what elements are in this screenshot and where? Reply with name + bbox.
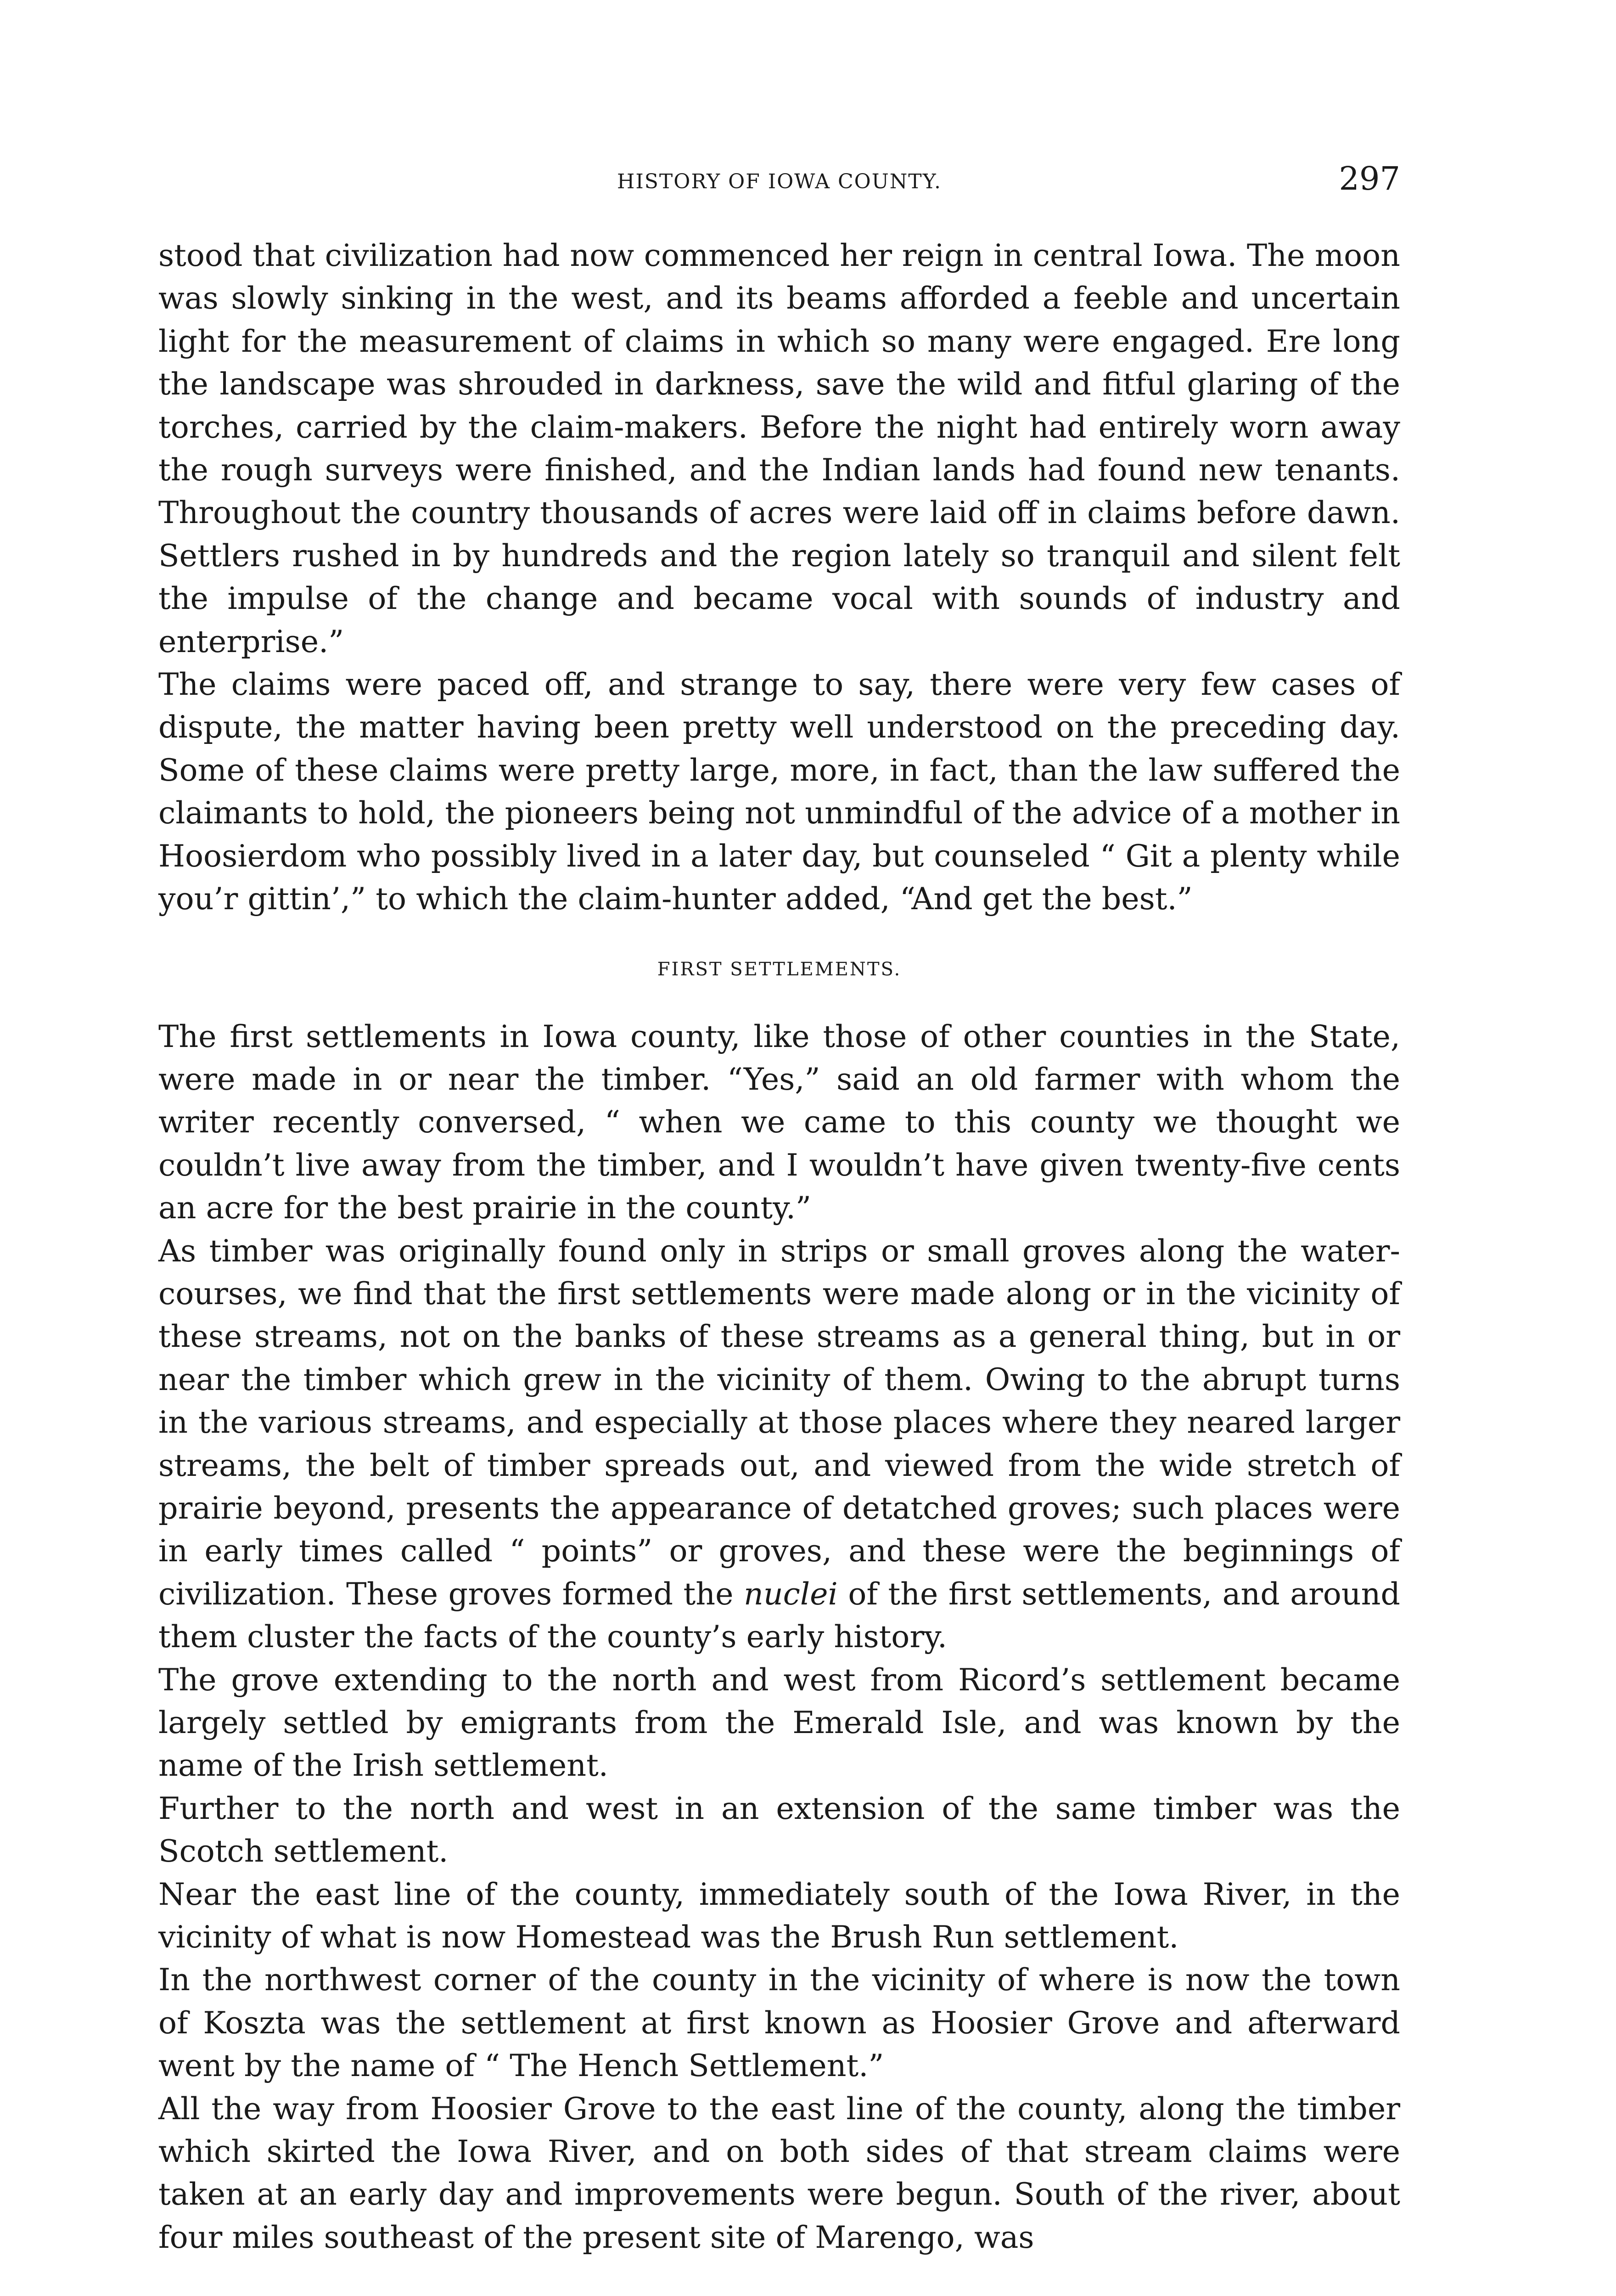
running-title: HISTORY OF IOWA COUNTY. (617, 170, 942, 193)
paragraph: The grove extending to the north and west from Ricord’s settlement became largely settled by emigrants from the Emerald Isle, and was known by the name of the Irish settlement. (158, 1661, 1400, 1784)
paragraph: Further to the north and west in an extension of the same timber was the Scotch settlement. (158, 1790, 1400, 1869)
paragraph: stood that civilization had now commenced her reign in central Iowa. The moon was slowly sinking in the west, and its beams afforded a feeble and uncertain light for the measurement of claims in which so many were engaged. Ere long the landscape was shrouded in darkness, save the wild and fitful glaring of the torches, carried by the claim-makers. Before the night had entirely worn away the rough surveys were finished, and the Indian lands had found new tenants. Throughout the country thousands of acres were laid off in claims before dawn. Settlers rushed in by hundreds and the region lately so tranquil and silent felt the impulse of the change and became vocal with sounds of industry and enterprise.” (158, 237, 1400, 659)
body-text (158, 234, 1400, 2259)
paragraph: The claims were paced off, and strange to say, there were very few cases of dispute, the matter having been pretty well understood on the preceding day. Some of these claims were pretty large, more, in fact, than the law suffered the claimants to hold, the pioneers being not unmindful of the advice of a mother in Hoosierdom who possibly lived in a later day, but counseled “ Git a plenty while you’r gittin’,” to which the claim-hunter added, “And get the best.” (158, 666, 1400, 917)
paragraph-text: of the first settlements, and around them cluster the facts of the county’s early history. (158, 1576, 1400, 1655)
paragraph-text: As timber was originally found only in strips or small groves along the water-courses, we find that the first settlements were made along or in the vicinity of these streams, not on the banks of these streams as a general thing, but in or near the timber which grew in the vicinity of them. Owing to the abrupt turns in the various streams, and especially at those places where they neared larger streams, the belt of timber spreads out, and viewed from the wide stretch of prairie beyond, presents the appearance of detatched groves; such places were in early times called “ points” or groves, and these were the beginnings of civilization. These groves formed the (158, 1232, 1400, 1612)
italic-term: nuclei (743, 1576, 838, 1612)
paragraph: Near the east line of the county, immediately south of the Iowa River, in the vicinity of what is now Homestead was the Brush Run settlement. (158, 1876, 1400, 1955)
section-heading: FIRST SETTLEMENTS. (657, 958, 902, 980)
paragraph: All the way from Hoosier Grove to the east line of the county, along the timber which skirted the Iowa River, and on both sides of that stream claims were taken at an early day and improvements were begun. South of the river, about four miles southeast of the present site of Marengo, was (158, 2090, 1400, 2255)
paragraph: In the northwest corner of the county in the vicinity of where is now the town of Koszta was the settlement at first known as Hoosier Grove and afterward went by the name of “ The Hench Settlement.” (158, 1962, 1400, 2084)
page-number: 297 (1339, 160, 1400, 197)
page-header (158, 160, 1400, 220)
paragraph (158, 1230, 1400, 1659)
paragraph: The first settlements in Iowa county, like those of other counties in the State, were made in or near the timber. “Yes,” said an old farmer with whom the writer recently conversed, “ when we came to this county we thought we couldn’t live away from the timber, and I wouldn’t have given twenty-five cents an acre for the best prairie in the county.” (158, 1018, 1400, 1226)
